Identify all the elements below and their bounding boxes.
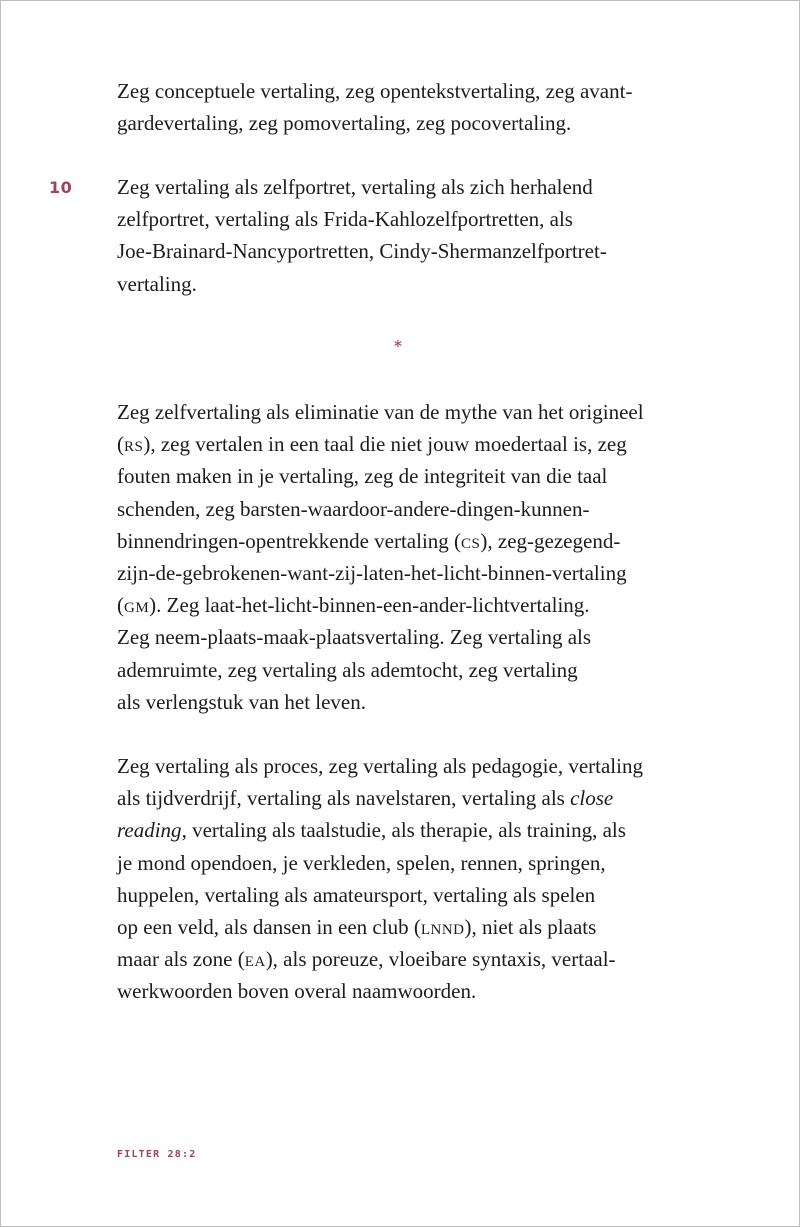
text-line: Zeg zelfvertaling als eliminatie van de mythe van het origineel [117, 400, 644, 424]
text-line: zijn-de-gebrokenen-want-zij-laten-het-licht-binnen-vertaling [117, 560, 627, 585]
abbreviation: CS [461, 535, 481, 552]
abbreviation: LNND [420, 921, 465, 938]
abbreviation: GM [124, 600, 150, 617]
text-line: je mond opendoen, je verkleden, spelen, rennen, springen, [117, 850, 606, 875]
page-footer: FILTER 28:2 [117, 1149, 197, 1160]
text-line: op een veld, als dansen in een club (LNND), niet als plaats [117, 914, 597, 939]
abbreviation: EA [244, 954, 266, 971]
text-line: zelfportret, vertaling als Frida-Kahlozelfportretten, als [117, 207, 573, 232]
text-line: schenden, zeg barsten-waardoor-andere-dingen-kunnen- [117, 496, 590, 521]
section-number: 10 [49, 178, 73, 197]
italic-term: reading [117, 818, 182, 843]
text-line: ademruimte, zeg vertaling als ademtocht, zeg vertaling [117, 657, 578, 682]
text-line: werkwoorden boven overal naamwoorden. [117, 979, 477, 1004]
text-line: Zeg vertaling als zelfportret, vertaling als zich herhalend [117, 175, 593, 199]
text-line: Joe-Brainard-Nancyportretten, Cindy-Shermanzelfportret- [117, 239, 607, 264]
text-line: reading, vertaling als taalstudie, als therapie, als training, als [117, 818, 626, 843]
abbreviation: RS [124, 439, 144, 456]
section-separator: * [394, 337, 402, 355]
paragraph-4 [117, 750, 687, 1008]
text-line: gardevertaling, zeg pomovertaling, zeg pocovertaling. [117, 111, 572, 136]
text-line: Zeg conceptuele vertaling, zeg opentekstvertaling, zeg avant- [117, 79, 633, 103]
text-line: als verlengstuk van het leven. [117, 689, 367, 714]
text-line: binnendringen-opentrekkende vertaling (CS), zeg-gezegend- [117, 528, 621, 553]
italic-term: close [570, 786, 614, 811]
text-line: huppelen, vertaling als amateursport, vertaling als spelen [117, 882, 596, 907]
paragraph-1 [117, 75, 687, 139]
text-line: Zeg neem-plaats-maak-plaatsvertaling. Zeg vertaling als [117, 625, 592, 650]
text-line: Zeg vertaling als proces, zeg vertaling als pedagogie, vertaling [117, 754, 643, 778]
text-line: als tijdverdrijf, vertaling als navelstaren, vertaling als close [117, 786, 614, 811]
text-line: (RS), zeg vertalen in een taal die niet jouw moedertaal is, zeg [117, 432, 627, 457]
text-line: fouten maken in je vertaling, zeg de integriteit van die taal [117, 464, 608, 489]
paragraph-2 [117, 171, 687, 300]
text-line: vertaling. [117, 271, 197, 296]
paragraph-3 [117, 396, 687, 718]
text-line: (GM). Zeg laat-het-licht-binnen-een-ander-lichtvertaling. [117, 593, 590, 618]
text-line: maar als zone (EA), als poreuze, vloeibare syntaxis, vertaal- [117, 947, 616, 972]
